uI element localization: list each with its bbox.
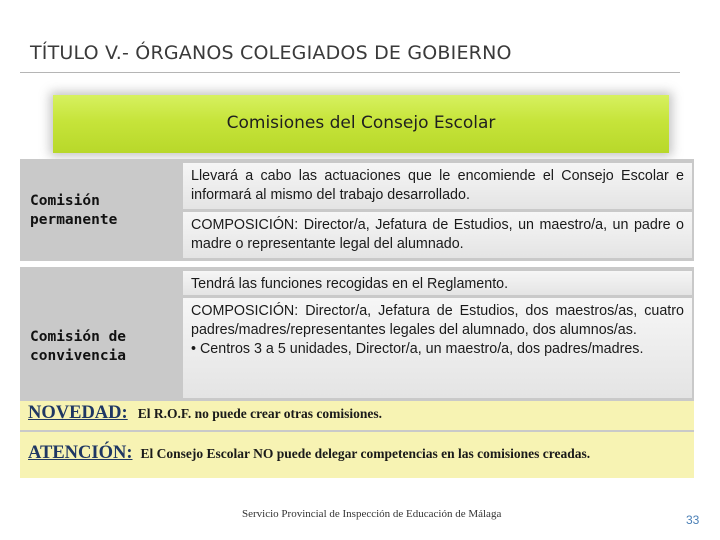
comision-convivencia-composicion: [183, 298, 692, 398]
comision-permanente-label: [30, 192, 117, 230]
label-line: Comisión: [30, 193, 100, 209]
atencion-text: El Consejo Escolar NO puede delegar competencias en las comisiones creadas.: [140, 446, 591, 461]
label-line: convivencia: [30, 348, 127, 364]
section-banner: Comisiones del Consejo Escolar: [53, 95, 669, 153]
comision-convivencia-label: [30, 328, 126, 366]
atencion-row: [20, 432, 694, 478]
novedad-row: [20, 401, 694, 430]
comision-permanente-composicion: COMPOSICIÓN: Director/a, Jefatura de Estudios, un maestro/a, un padre o madre o representante legal del alumnado.: [183, 212, 692, 258]
label-line: permanente: [30, 212, 118, 228]
composicion-bullet: • Centros 3 a 5 unidades, Director/a, un maestro/a, dos padres/madres.: [191, 341, 644, 357]
slide-title: TÍTULO V.- ÓRGANOS COLEGIADOS DE GOBIERNO: [30, 42, 512, 64]
novedad-keyword: NOVEDAD:: [28, 403, 128, 423]
title-divider: [20, 72, 680, 73]
composicion-text: COMPOSICIÓN: Director/a, Jefatura de Estudios, dos maestros/as, cuatro padres/madres/representantes legales del alumnado, dos alumnos/as.: [191, 303, 684, 338]
page-number: 33: [686, 513, 700, 527]
comision-convivencia-funciones: Tendrá las funciones recogidas en el Reglamento.: [183, 271, 692, 295]
comision-permanente-funciones: Llevará a cabo las actuaciones que le encomiende el Consejo Escolar e informará al mismo del trabajo desarrollado.: [183, 163, 692, 209]
footer-source: Servicio Provincial de Inspección de Educación de Málaga: [242, 508, 502, 520]
novedad-text: El R.O.F. no puede crear otras comisiones.: [137, 406, 382, 421]
label-line: Comisión de: [30, 329, 127, 345]
atencion-keyword: ATENCIÓN:: [28, 443, 133, 463]
